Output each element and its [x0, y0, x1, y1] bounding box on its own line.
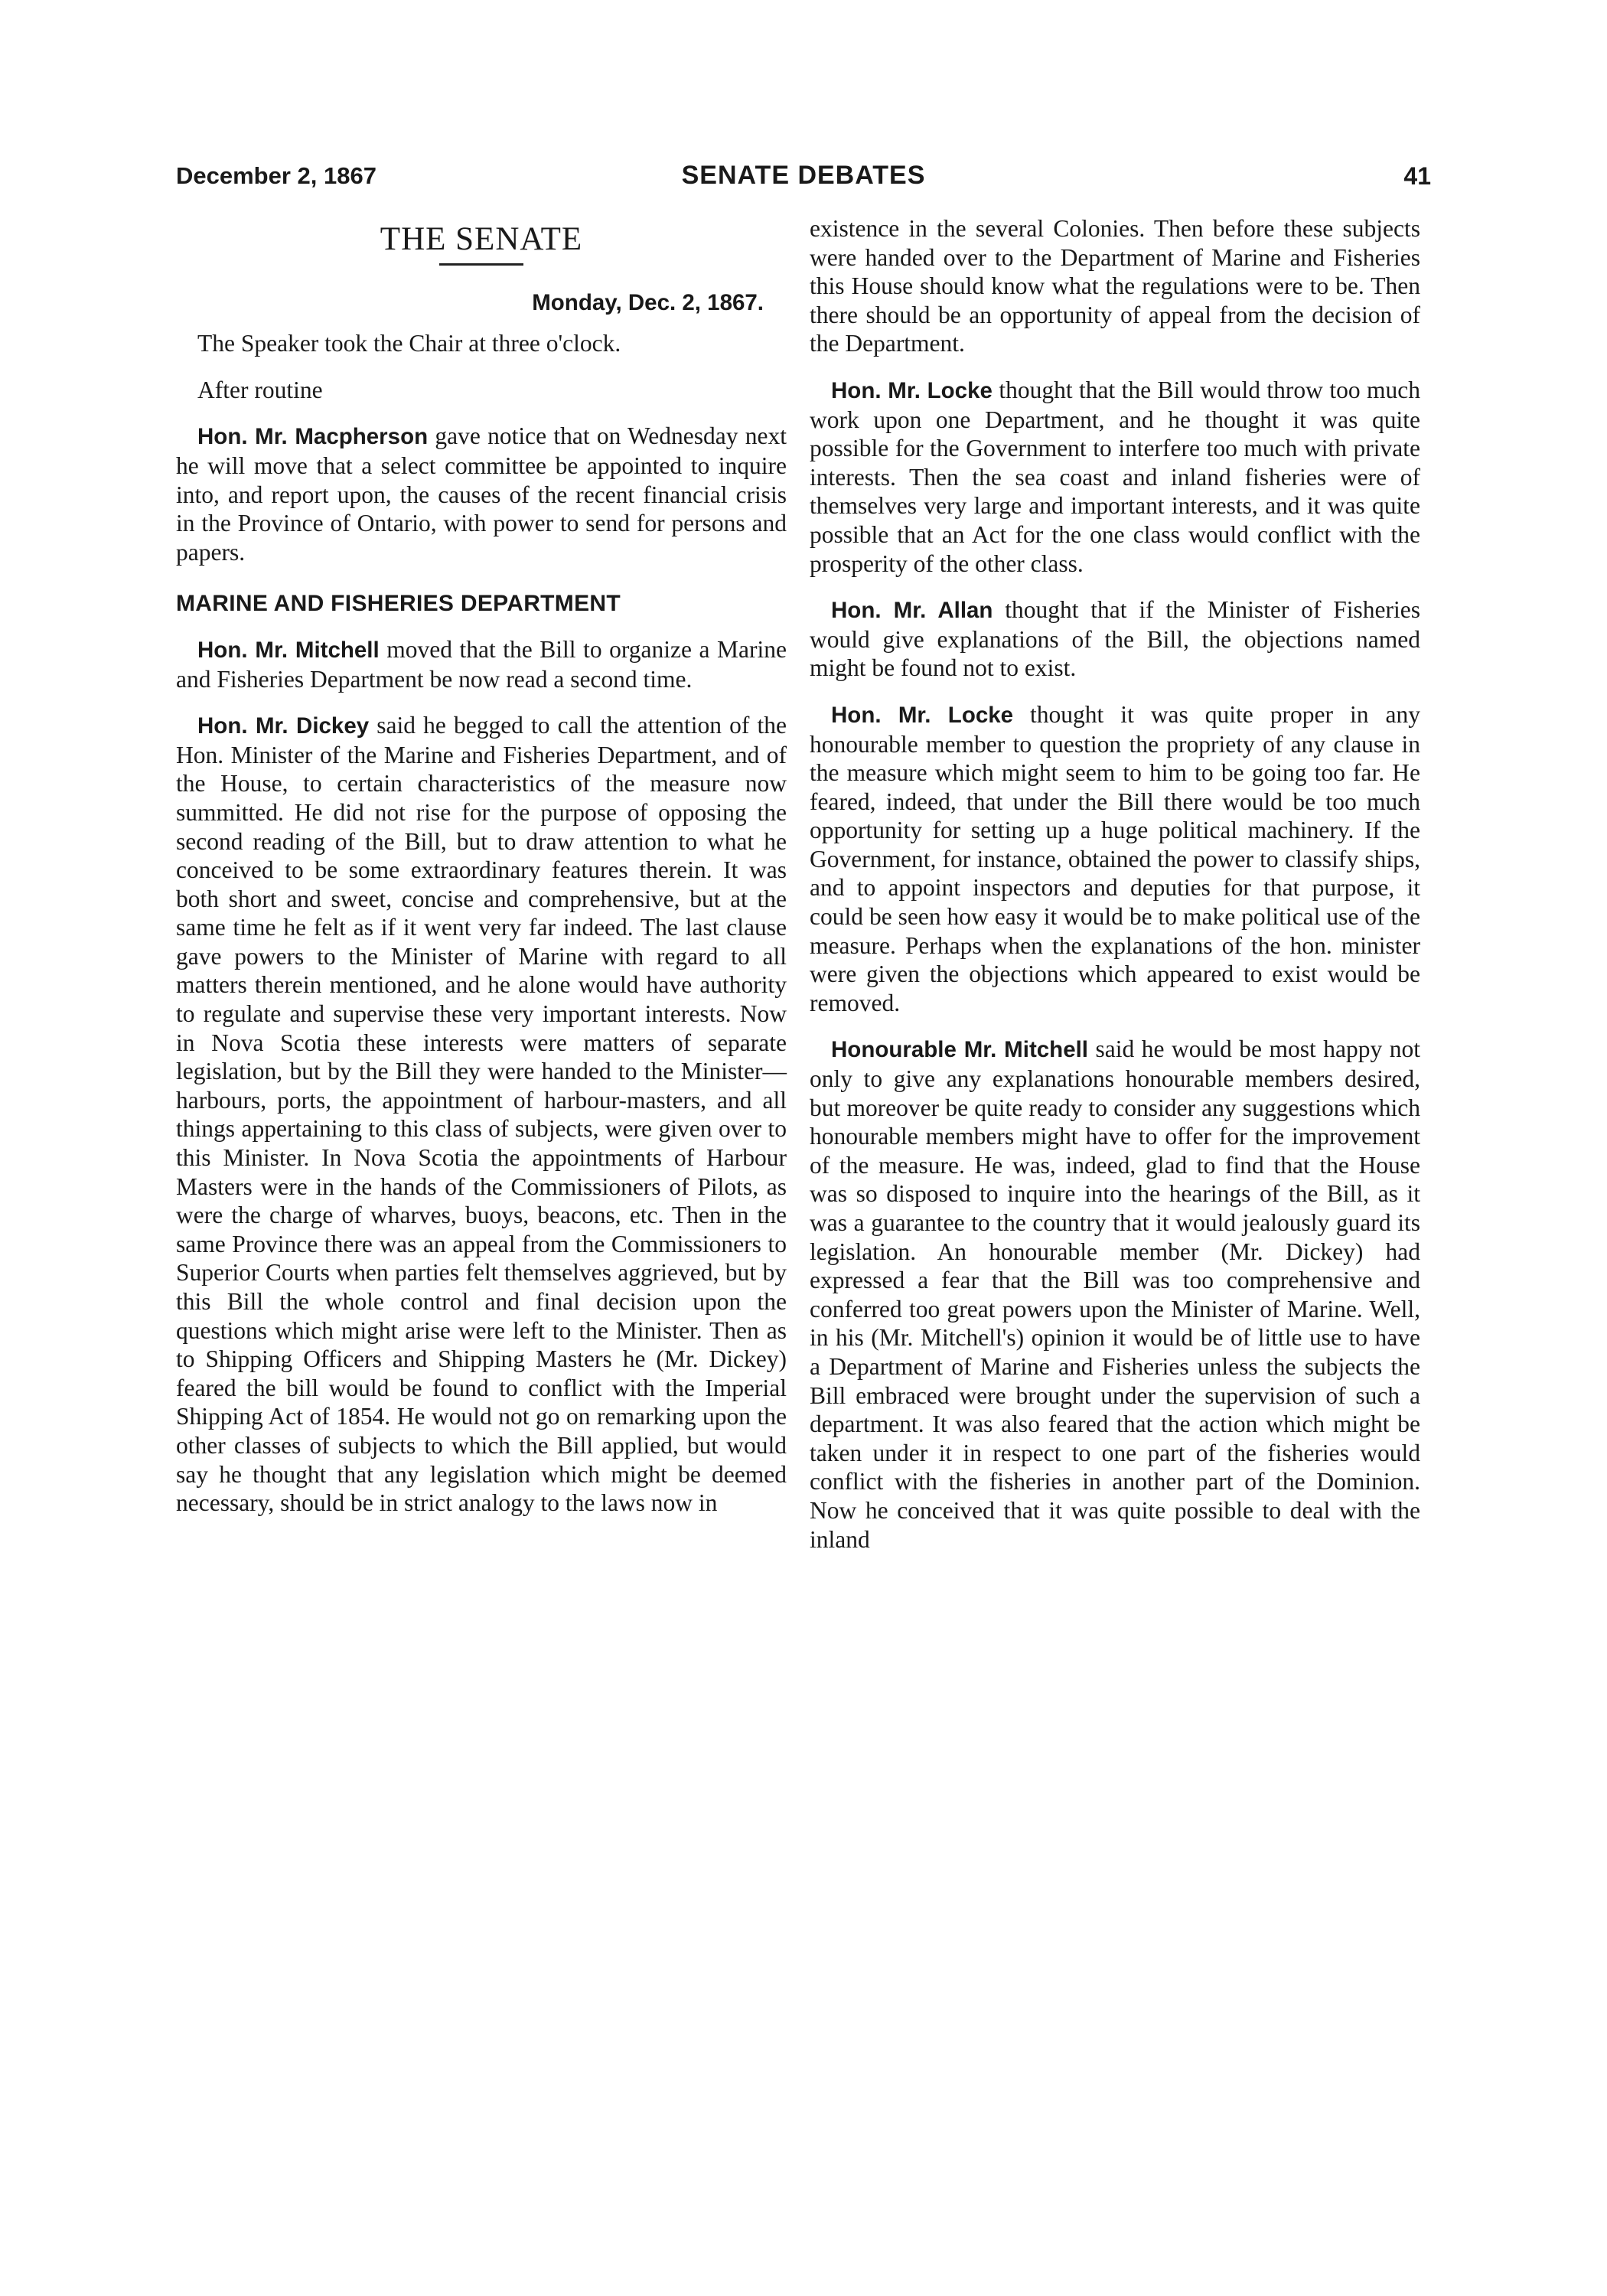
section-title: THE SENATE: [380, 221, 583, 257]
speaker-name: Hon. Mr. Locke: [831, 702, 1014, 728]
speaker-name: Hon. Mr. Allan: [831, 598, 993, 624]
paragraph-speaker-took-chair: The Speaker took the Chair at three o'clock.: [197, 330, 621, 357]
header-date: December 2, 1867: [176, 162, 376, 189]
speech-text: said he would be most happy not only to give any explanations honourable members desired, but moreover be quite ready to consider any suggestions which honourable members might have to offer for the improvement of the measure. He was, indeed, glad to find that the House was so disposed to inquire into the hearings of the Bill, as it was a guarantee to the country that it would jealously guard its legislation. An honourable member (Mr. Dickey) had expressed a fear that the Bill was too comprehensive and conferred too great powers upon the Minister of Marine. Well, in his (Mr. Mitchell's) opinion it would be of little use to have a Department of Marine and Fisheries unless the subjects the Bill embraced were brought under the supervision of such a department. It was also feared that the action which might be taken under it in respect to one part of the fisheries would conflict with the fisheries in another part of the Dominion. Now he conceived that it was quite possible to deal with the inland: [810, 1035, 1420, 1553]
paragraph-after-routine: After routine: [197, 376, 323, 403]
paragraph-dickey-continued: existence in the several Colonies. Then before these subjects were handed over to the Department of Marine and Fisheries this House should know what the regulations were to be. Then there should be an opportunity of appeal from the decision of the Department.: [810, 215, 1420, 357]
title-rule: [439, 263, 523, 266]
header-page-number: 41: [1403, 162, 1431, 190]
section-heading: MARINE AND FISHERIES DEPARTMENT: [176, 591, 621, 617]
header-running-title: SENATE DEBATES: [681, 161, 926, 190]
speaker-name: Hon. Mr. Mitchell: [197, 637, 380, 663]
speech-text: gave notice that on Wednesday next he will move that a select committee be appointed to inquire into, and report upon, the causes of the recent financial crisis in the Province of Ontario, with power to send for persons and papers.: [176, 422, 787, 566]
speaker-name: Hon. Mr. Dickey: [197, 713, 370, 739]
paragraph-allan-speech: [810, 595, 1420, 683]
speech-text: thought that the Bill would throw too much work upon one Department, and he thought it was quite possible for the Government to interfere too much with private interests. Then the sea coast and inland fisheries were of themselves very large and important interests, and it was quite possible that an Act for the one class would conflict with the prosperity of the other class.: [810, 376, 1420, 577]
paragraph-mitchell-motion: [176, 635, 787, 693]
speaker-name: Hon. Mr. Macpherson: [197, 424, 429, 450]
speech-text: said he begged to call the attention of the Hon. Minister of the Marine and Fisheries Department, and of the House, to certain characteristics of the measure now summitted. He did not rise for the purpose of opposing the second reading of the Bill, but to draw attention to what he conceived to be some extraordinary features therein. It was both short and sweet, concise and comprehensive, but at the same time he felt as if it went very far indeed. The last clause gave powers to the Minister of Marine with regard to all matters therein mentioned, and he alone would have authority to regulate and supervise these very important interests. Now in Nova Scotia these interests were matters of separate legislation, but by the Bill they were handed to the Minister—harbours, ports, the appointment of harbour-masters, and all things appertaining to this class of subjects, were given over to this Minister. In Nova Scotia the appointments of Harbour Masters were in the hands of the Commissioners of Pilots, as were the charge of wharves, buoys, beacons, etc. Then in the same Province there was an appeal from the Commissioners to Superior Courts when parties felt themselves aggrieved, but by this Bill the whole control and final decision upon the questions which might arise were left to the Minister. Then as to Shipping Officers and Shipping Masters he (Mr. Dickey) feared the bill would be found to conflict with the Imperial Shipping Act of 1854. He would not go on remarking upon the other classes of subjects to which the Bill applied, but would say he thought that any legislation which might be deemed necessary, should be in strict analogy to the laws now in: [176, 712, 787, 1517]
paragraph-macpherson-notice: [176, 422, 787, 566]
left-column: [176, 214, 787, 1535]
speech-text: thought that if the Minister of Fisheries would give explanations of the Bill, the objections named might be found not to exist.: [810, 596, 1420, 682]
paragraph-locke-speech: [810, 376, 1420, 578]
speech-text: thought it was quite proper in any honourable member to question the propriety of any clause in the measure which might seem to him to be going too far. He feared, indeed, that under the Bill there would be too much opportunity for setting up a huge political machinery. If the Government, for instance, obtained the power to classify ships, and to appoint inspectors and deputies for that purpose, it could be seen how easy it would be to make political use of the measure. Perhaps when the explanations of the hon. minister were given the objections which appeared to exist would be removed.: [810, 700, 1420, 1016]
paragraph-dickey-speech: [176, 711, 787, 1518]
paragraph-locke-second-speech: [810, 700, 1420, 1018]
running-header: [176, 162, 1431, 201]
sitting-dateline: Monday, Dec. 2, 1867.: [532, 289, 764, 315]
speech-text: moved that the Bill to organize a Marine and Fisheries Department be now read a second time.: [176, 635, 787, 693]
speaker-name: Hon. Mr. Locke: [831, 377, 993, 403]
paragraph-mitchell-reply: [810, 1035, 1420, 1554]
right-column: [810, 214, 1420, 1571]
speaker-name: Honourable Mr. Mitchell: [831, 1037, 1088, 1063]
